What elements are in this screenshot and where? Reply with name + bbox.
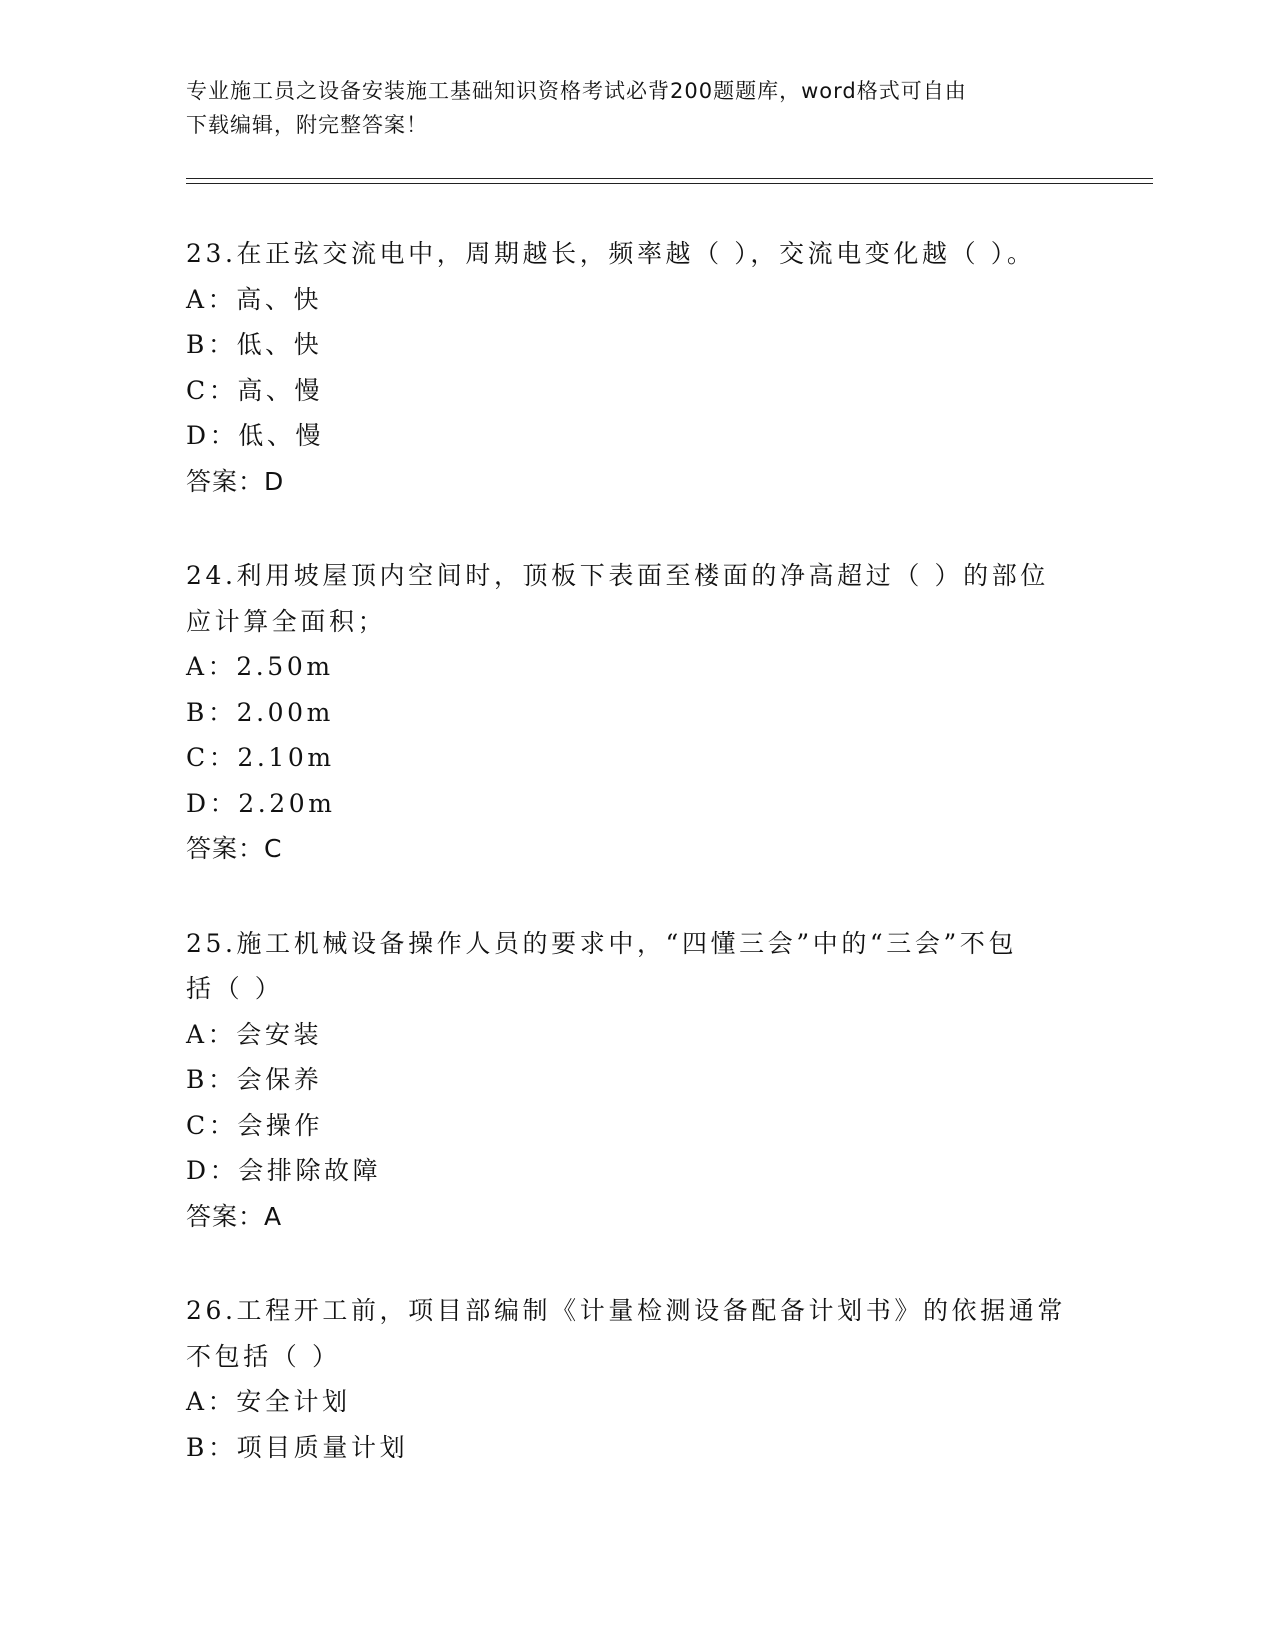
option-d: D：低、慢 (186, 421, 325, 450)
answer: 答案：D (186, 466, 285, 496)
answer: 答案：A (186, 1201, 283, 1231)
option-d: D：会排除故障 (186, 1156, 382, 1185)
option-b: B：项目质量计划 (186, 1432, 409, 1462)
option-b: B：低、快 (186, 330, 323, 359)
header-divider-bottom (186, 183, 1153, 184)
question-stem: 26.工程开工前，项目部编制《计量检测设备配备计划书》的依据通常 (186, 1296, 1066, 1325)
header-line-1: 专业施工员之设备安装施工基础知识资格考试必背200题题库，word格式可自由 (186, 79, 967, 103)
question-24 (186, 553, 1086, 872)
question-stem-continued: 不包括（ ） (186, 1341, 341, 1371)
question-stem-continued: 括（ ） (186, 974, 284, 1003)
question-stem: 24.利用坡屋顶内空间时，顶板下表面至楼面的净高超过（ ）的部位 (186, 561, 1049, 590)
option-a: A：会安装 (186, 1019, 323, 1049)
question-26 (186, 1288, 1086, 1470)
document-header (186, 74, 1086, 142)
question-stem: 25.施工机械设备操作人员的要求中，“四懂三会”中的“三会”不包 (186, 928, 1018, 958)
option-c: C：高、慢 (186, 375, 324, 405)
option-b: B：2.00m (186, 697, 334, 727)
option-a: A：安全计划 (186, 1387, 351, 1416)
option-b: B：会保养 (186, 1065, 323, 1094)
option-c: C：2.10m (186, 743, 335, 772)
option-a: A：2.50m (186, 652, 334, 681)
question-stem: 23.在正弦交流电中，周期越长，频率越（ ），交流电变化越（ ）。 (186, 239, 1036, 268)
question-25 (186, 921, 1086, 1240)
option-a: A：高、快 (186, 284, 323, 314)
header-divider-top (186, 178, 1153, 179)
question-stem-continued: 应计算全面积； (186, 606, 387, 636)
question-list (186, 231, 1086, 1519)
option-d: D：2.20m (186, 788, 336, 818)
option-c: C：会操作 (186, 1110, 324, 1140)
header-line-2: 下载编辑，附完整答案！ (186, 113, 428, 137)
answer: 答案：C (186, 834, 283, 863)
question-23 (186, 231, 1086, 504)
